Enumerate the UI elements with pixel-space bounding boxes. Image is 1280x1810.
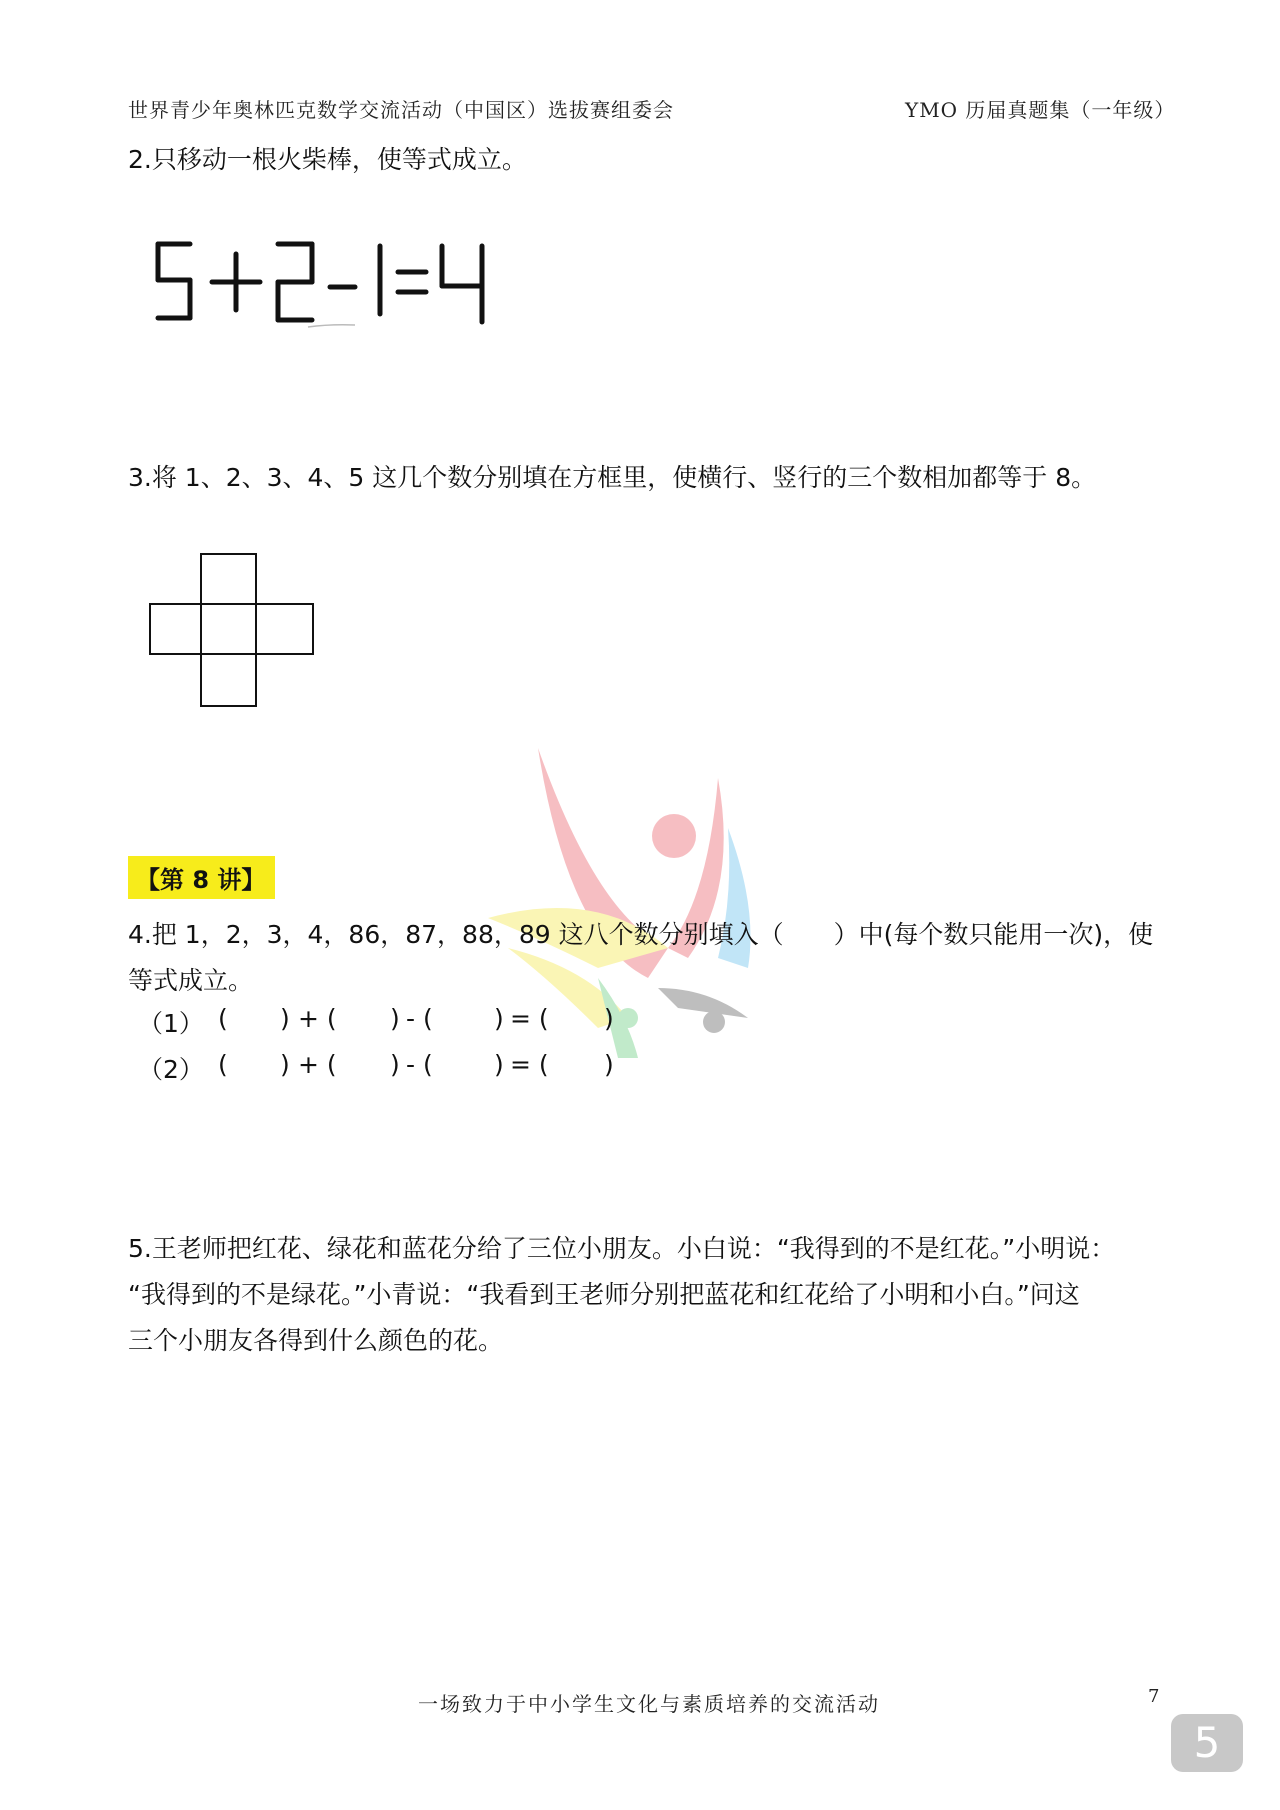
question-5	[128, 1226, 1168, 1364]
equation-row-1	[138, 1004, 698, 1044]
row-label: （1）	[138, 1009, 204, 1038]
plus-open: + (	[298, 1004, 337, 1033]
paren-close: )	[604, 1004, 614, 1033]
equals-open: = (	[510, 1050, 549, 1079]
digit-2-sticks	[278, 244, 312, 320]
minus-open: - (	[406, 1050, 433, 1079]
matchstick-equation-figure	[150, 232, 510, 332]
plus-open: + (	[298, 1050, 337, 1079]
box-top	[201, 554, 256, 604]
cross-box-grid	[148, 552, 316, 710]
question-5-line-3: 三个小朋友各得到什么颜色的花。	[128, 1326, 504, 1355]
question-4-line-1: 4.把 1，2，3，4，86，87，88，89 这八个数分别填入（ ）中(每个数只能用一次)，使	[128, 920, 1154, 949]
paren-close: )	[494, 1004, 504, 1033]
paren-close: )	[280, 1050, 290, 1079]
page-number: 7	[1148, 1686, 1160, 1707]
question-5-line-1: 5.王老师把红花、绿花和蓝花分给了三位小朋友。小白说：“我得到的不是红花。”小明说：	[128, 1234, 1116, 1263]
digit-5-sticks	[158, 244, 190, 318]
question-4-line-2: 等式成立。	[128, 966, 254, 995]
paren-open: (	[218, 1004, 228, 1033]
box-bottom	[201, 654, 256, 706]
paren-close: )	[604, 1050, 614, 1079]
question-2: 2.只移动一根火柴棒，使等式成立。	[128, 145, 527, 174]
box-right	[256, 604, 313, 654]
equals-open: = (	[510, 1004, 549, 1033]
header-left: 世界青少年奥林匹克数学交流活动（中国区）选拔赛组委会	[128, 98, 674, 122]
page-badge: 5	[1171, 1714, 1243, 1772]
pencil-mark	[308, 325, 355, 327]
paren-close: )	[280, 1004, 290, 1033]
equals-sticks	[398, 272, 426, 292]
question-5-line-2: “我得到的不是绿花。”小青说：“我看到王老师分别把蓝花和红花给了小明和小白。”问这	[128, 1280, 1080, 1309]
row-label: （2）	[138, 1055, 204, 1084]
footer-slogan: 一场致力于中小学生文化与素质培养的交流活动	[418, 1692, 880, 1716]
digit-4-sticks	[442, 246, 482, 322]
paren-close: )	[390, 1050, 400, 1079]
paren-close: )	[390, 1004, 400, 1033]
question-4	[128, 912, 1168, 1004]
plus-sticks	[212, 254, 260, 310]
minus-open: - (	[406, 1004, 433, 1033]
paren-close: )	[494, 1050, 504, 1079]
lesson-badge: 【第 8 讲】	[128, 856, 275, 899]
box-left	[150, 604, 201, 654]
equation-row-2	[138, 1050, 698, 1090]
question-3: 3.将 1、2、3、4、5 这几个数分别填在方框里，使横行、竖行的三个数相加都等于 8。	[128, 463, 1097, 492]
header-right: YMO 历届真题集（一年级）	[905, 98, 1176, 122]
paren-open: (	[218, 1050, 228, 1079]
box-center	[201, 604, 256, 654]
